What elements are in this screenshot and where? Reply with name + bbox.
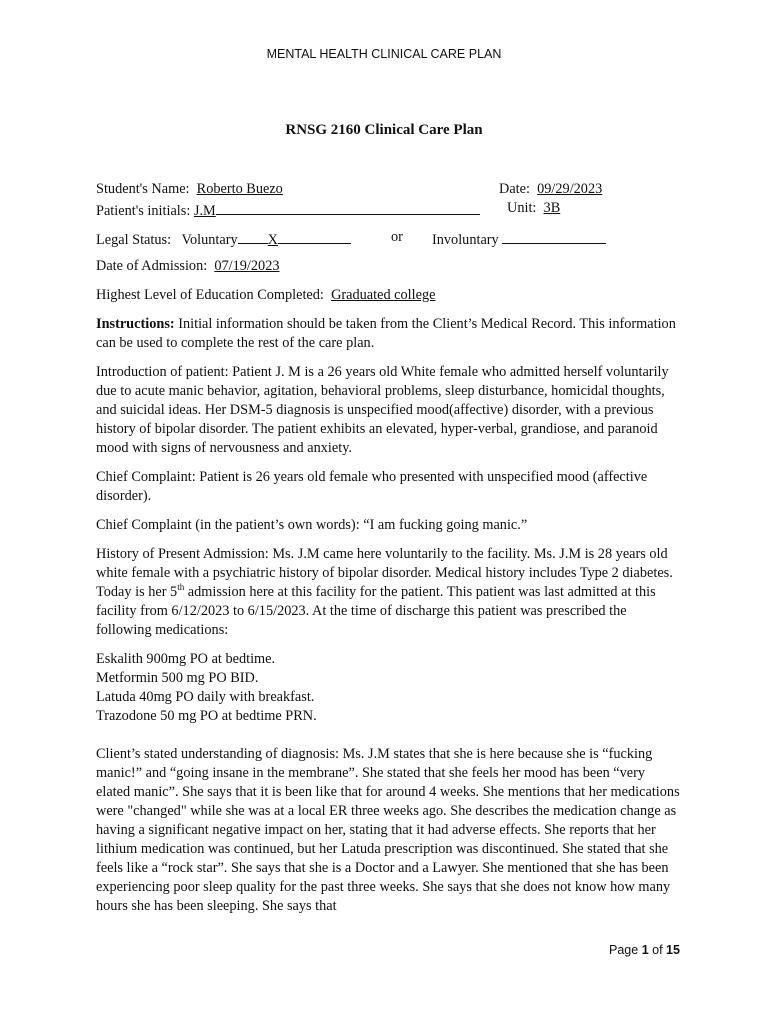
medication-list bbox=[96, 650, 682, 726]
involuntary-blank-line bbox=[502, 228, 606, 244]
of-word: of bbox=[652, 943, 663, 957]
involuntary-label: Involuntary bbox=[432, 232, 499, 248]
chief-complaint-own-words: Chief Complaint (in the patient’s own words): “I am fucking going manic.” bbox=[96, 517, 528, 533]
history-text-part2: admission here at this facility for the patient. This patient was last admitted at this facility from 6/12/2023 to 6/15/2023. At the time of discharge this patient was prescribed the following medications: bbox=[96, 584, 656, 638]
medication-item: Trazodone 50 mg PO at bedtime PRN. bbox=[96, 708, 317, 724]
date-label: Date: bbox=[499, 181, 530, 197]
education-label: Highest Level of Education Completed: bbox=[96, 287, 324, 303]
total-pages: 15 bbox=[666, 943, 680, 957]
admission-label: Date of Admission: bbox=[96, 258, 208, 274]
document-body bbox=[96, 180, 682, 926]
unit-label: Unit: bbox=[507, 200, 537, 216]
voluntary-label: Voluntary bbox=[181, 232, 238, 248]
medication-item: Latuda 40mg PO daily with breakfast. bbox=[96, 689, 315, 705]
date-value: 09/29/2023 bbox=[537, 181, 603, 197]
patient-row bbox=[96, 199, 682, 218]
date-field bbox=[499, 180, 602, 199]
admission-row bbox=[96, 257, 682, 276]
instructions-text: Initial information should be taken from the Client’s Medical Record. This information can be used to complete the rest of the care plan. bbox=[96, 316, 676, 351]
legal-status-label: Legal Status: bbox=[96, 232, 172, 248]
student-name-label: Student's Name: bbox=[96, 181, 190, 197]
introduction-paragraph: Introduction of patient: Patient J. M is a 26 years old White female who admitted herself voluntarily due to acute manic behavior, agitation, behavioral problems, sleep disturbance, homicidal thoughts, and suicidal ideas. Her DSM-5 diagnosis is unspecified mood(affective) disorder, with a previous history of bipolar disorder. The patient exhibits an elevated, hyper-verbal, grandiose, and paranoid mood with signs of nervousness and anxiety. bbox=[96, 364, 669, 456]
unit-value: 3B bbox=[543, 200, 561, 216]
page-word: Page bbox=[609, 943, 639, 957]
voluntary-blank-right bbox=[278, 228, 351, 244]
medication-item: Metformin 500 mg PO BID. bbox=[96, 670, 259, 686]
running-header: MENTAL HEALTH CLINICAL CARE PLAN bbox=[266, 47, 502, 61]
involuntary-field bbox=[432, 228, 606, 250]
page-number: 1 bbox=[641, 943, 649, 957]
medication-item: Eskalith 900mg PO at bedtime. bbox=[96, 651, 276, 667]
history-text-part1: History of Present Admission: Ms. J.M came here voluntarily to the facility. Ms. J.M is 28 years old white female with a psychiatric history of bipolar disorder. Medical history includes Type 2 diabetes. Today is her 5 bbox=[96, 546, 673, 600]
legal-status-row bbox=[96, 228, 682, 247]
history-paragraph bbox=[96, 545, 682, 640]
initials-blank-line bbox=[216, 199, 480, 215]
admission-value: 07/19/2023 bbox=[214, 258, 280, 274]
or-text: or bbox=[391, 229, 403, 245]
voluntary-mark: X bbox=[267, 232, 278, 248]
voluntary-blank-left bbox=[238, 228, 268, 244]
understanding-paragraph: Client’s stated understanding of diagnosis: Ms. J.M states that she is here because she is “fucking manic!” and “going insane in the membrane”. She stated that she feels her mood has been “very elated manic”. She says that it is been like that for around 4 weeks. She mentions that her medications were "changed" while she was at a local ER three weeks ago. She describes the medication change as having a significant negative impact on her, stating that it had adverse effects. She reports that her lithium medication was continued, but her Latuda prescription was discontinued. She stated that she feels like a “rock star”. She says that she is a Doctor and a Lawyer. She mentioned that she has been experiencing poor sleep quality for the past three weeks. She says that she does not know how many hours she has been sleeping. She says that bbox=[96, 746, 680, 914]
patient-initials-label: Patient's initials: bbox=[96, 203, 191, 219]
unit-field bbox=[507, 199, 560, 218]
document-title: RNSG 2160 Clinical Care Plan bbox=[285, 122, 483, 138]
history-superscript: th bbox=[177, 582, 185, 593]
education-row bbox=[96, 286, 682, 305]
chief-complaint-paragraph: Chief Complaint: Patient is 26 years old female who presented with unspecified mood (affective disorder). bbox=[96, 469, 648, 504]
patient-initials-value: J.M bbox=[193, 203, 216, 219]
instructions-label: Instructions: bbox=[96, 316, 175, 332]
instructions-paragraph bbox=[96, 315, 682, 353]
student-name-value: Roberto Buezo bbox=[196, 181, 283, 197]
student-row bbox=[96, 180, 682, 199]
page-footer bbox=[609, 943, 680, 957]
education-value: Graduated college bbox=[331, 287, 436, 303]
